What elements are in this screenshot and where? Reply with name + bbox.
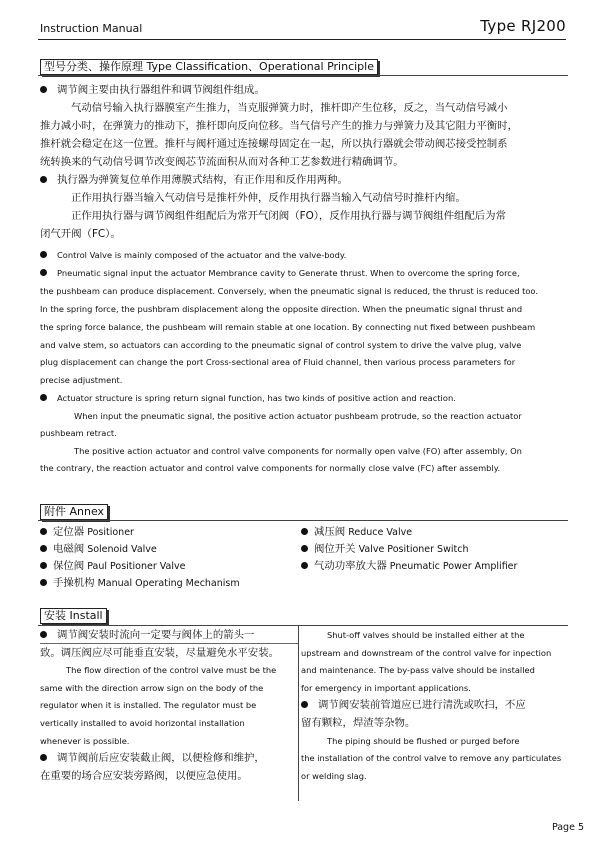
classification-en-para-5-line-2: the contrary, the reaction actuator and control valve components for normally close valve (FC) after assembly. bbox=[40, 463, 501, 473]
install-left-en-para-1-line-5: whenever is possible. bbox=[40, 735, 130, 746]
install-heading: 安装 Install bbox=[40, 608, 107, 624]
install-right-en-para-1-line-4: for emergency in important applications. bbox=[301, 682, 471, 693]
classification-en-para-2-line-3: In the spring force, the pushbram displacement along the opposite direction. When the pneumatic signal thrust and bbox=[40, 304, 523, 314]
bullet-icon bbox=[40, 86, 47, 93]
classification-zh-para-4: 正作用执行器当输入气动信号是推杆外伸，反作用执行器当输入气动信号时推杆内缩。 bbox=[71, 192, 466, 204]
install-left-zh-para-1-line-2: 致。调压阀应尽可能垂直安装，尽量避免水平安装。 bbox=[40, 646, 279, 659]
bullet-icon bbox=[40, 562, 47, 569]
bullet-icon bbox=[40, 631, 47, 638]
install-right-en-para-2-line-3: or welding slag. bbox=[301, 770, 367, 781]
classification-zh-para-2-line-3: 推杆就会稳定在这一位置。推杆与阀杆通过连接螺母固定在一起，所以执行器就会带动阀芯接受控制系 bbox=[40, 138, 508, 150]
install-left-zh-para-2-line-2: 在重要的场合应安装旁路阀，以便应急使用。 bbox=[40, 769, 248, 782]
install-left-column bbox=[40, 627, 296, 785]
classification-en-para-1: Control Valve is mainly composed of the actuator and the valve-body. bbox=[40, 247, 568, 265]
bullet-icon bbox=[40, 545, 47, 552]
classification-zh-para-2-line-2: 推力减小时，在弹簧力的推动下，推杆即向反向位移。当气信号产生的推力与弹簧力及其它阻力平衡时， bbox=[40, 120, 518, 132]
install-column-divider bbox=[298, 626, 299, 801]
bullet-icon bbox=[40, 394, 47, 401]
install-left-en-para-1-line-4: vertically installed to avoid horizontal installation bbox=[40, 717, 245, 728]
annex-item-pneumatic-power-amplifier: 气动功率放大器 Pneumatic Power Amplifier bbox=[301, 558, 517, 575]
annex-item-manual-operating-mechanism: 手操机构 Manual Operating Mechanism bbox=[40, 575, 240, 592]
install-divider bbox=[38, 625, 568, 626]
annex-item-reduce-valve: 减压阀 Reduce Valve bbox=[301, 524, 412, 541]
classification-zh-para-2-line-4: 统转换来的气动信号调节改变阀芯节流面积从而对各种工艺参数进行精确调节。 bbox=[40, 156, 404, 168]
bullet-icon bbox=[301, 701, 308, 708]
header-divider bbox=[38, 39, 566, 40]
annex-heading: 附件 Annex bbox=[40, 504, 108, 520]
install-right-en-para-2-line-2: the installation of the control valve to remove any particulates bbox=[301, 753, 562, 764]
bullet-icon bbox=[40, 269, 47, 276]
classification-en-para-4: When input the pneumatic signal, the positive action actuator pushbeam protrude, so the reaction actuator bbox=[74, 411, 522, 421]
install-left-zh-para-2: 调节阀前后应安装截止阀，以便检修和维护， bbox=[40, 750, 296, 768]
manual-title: Instruction Manual bbox=[40, 22, 143, 35]
bullet-icon bbox=[40, 579, 47, 586]
annex-item-valve-positioner-switch: 阀位开关 Valve Positioner Switch bbox=[301, 541, 468, 558]
classification-zh-para-2: 气动信号输入执行器膜室产生推力，当克服弹簧力时，推杆即产生位移，反之，当气动信号减小 bbox=[71, 102, 508, 114]
classification-en-para-5: The positive action actuator and control valve components for normally open valve (FO) after assembly, On bbox=[74, 446, 522, 456]
classification-zh-para-5-line-2: 闭气开阀（FC）。 bbox=[40, 228, 121, 240]
install-right-column bbox=[301, 627, 566, 785]
annex-item-solenoid-valve: 电磁阀 Solenoid Valve bbox=[40, 541, 157, 558]
bullet-icon bbox=[301, 545, 308, 552]
bullet-icon bbox=[40, 528, 47, 535]
classification-en-para-2-line-4: the spring force balance, the pushbeam will remain stable at one location. By connecting nut fixed between pushbeam bbox=[40, 322, 536, 332]
install-right-en-para-1: Shut-off valves should be installed either at the bbox=[327, 630, 525, 640]
bullet-icon bbox=[301, 562, 308, 569]
classification-en-para-2-line-7: precise adjustment. bbox=[40, 375, 123, 385]
classification-zh-para-5: 正作用执行器与调节阀组件组配后为常开气闭阀（FO），反作用执行器与调节阀组件组配后为常 bbox=[71, 210, 506, 222]
install-right-en-para-1-line-3: and maintenance. The by-pass valve should be installed bbox=[301, 665, 535, 676]
install-left-en-para-1: The flow direction of the control valve must be the bbox=[66, 665, 277, 676]
model-type-label: Type RJ200 bbox=[480, 17, 566, 35]
classification-en-para-3: Actuator structure is spring return signal function, has two kinds of positive action and reaction. bbox=[40, 390, 568, 408]
annex-item-positioner: 定位器 Positioner bbox=[40, 524, 134, 541]
classification-en-para-2-line-5: and valve stem, so actuators can according to the pneumatic signal of control system to drive the valve plug, valve bbox=[40, 340, 522, 350]
classification-en-para-2-line-6: plug displacement can change the port Cross-sectional area of Fluid channel, then various process parameters for bbox=[40, 357, 516, 367]
classification-divider bbox=[38, 75, 568, 76]
annex-divider bbox=[38, 520, 568, 521]
classification-en-para-4-line-2: pushbeam retract. bbox=[40, 428, 117, 438]
page-number: Page 5 bbox=[551, 822, 584, 833]
install-left-zh-para-1: 调节阀安装时流向一定要与阀体上的箭头一 bbox=[40, 627, 296, 645]
classification-zh-para-1: 调节阀主要由执行器组件和调节阀组件组成。 bbox=[40, 81, 566, 99]
install-left-en-para-1-line-3: regulator when it is installed. The regulator must be bbox=[40, 700, 257, 711]
classification-zh-para-3: 执行器为弹簧复位单作用薄膜式结构，有正作用和反作用两种。 bbox=[40, 171, 566, 189]
bullet-icon bbox=[40, 754, 47, 761]
classification-en-para-2: Pneumatic signal input the actuator Membrance cavity to Generate thrust. When to overcome the spring force, bbox=[40, 265, 568, 283]
bullet-icon bbox=[40, 176, 47, 183]
bullet-icon bbox=[301, 528, 308, 535]
install-right-en-para-2: The piping should be flushed or purged before bbox=[327, 735, 520, 746]
bullet-icon bbox=[40, 251, 47, 258]
classification-heading: 型号分类、操作原理 Type Classification、Operational Principle bbox=[40, 59, 378, 75]
annex-item-paul-positioner-valve: 保位阀 Paul Positioner Valve bbox=[40, 558, 185, 575]
install-right-zh-para-1: 调节阀安装前管道应已进行清洗或吹扫，不应 bbox=[301, 697, 566, 715]
classification-en-para-2-line-2: the pushbeam can produce displacement. Conversely, when the pneumatic signal is reduced, the thrust is reduced too. bbox=[40, 286, 538, 296]
install-right-en-para-1-line-2: upstream and downstream of the control valve for inpection bbox=[301, 647, 552, 658]
install-left-en-para-1-line-2: same with the direction arrow sign on the body of the bbox=[40, 682, 264, 693]
install-right-zh-para-1-line-2: 留有颗粒，焊渣等杂物。 bbox=[301, 716, 416, 729]
